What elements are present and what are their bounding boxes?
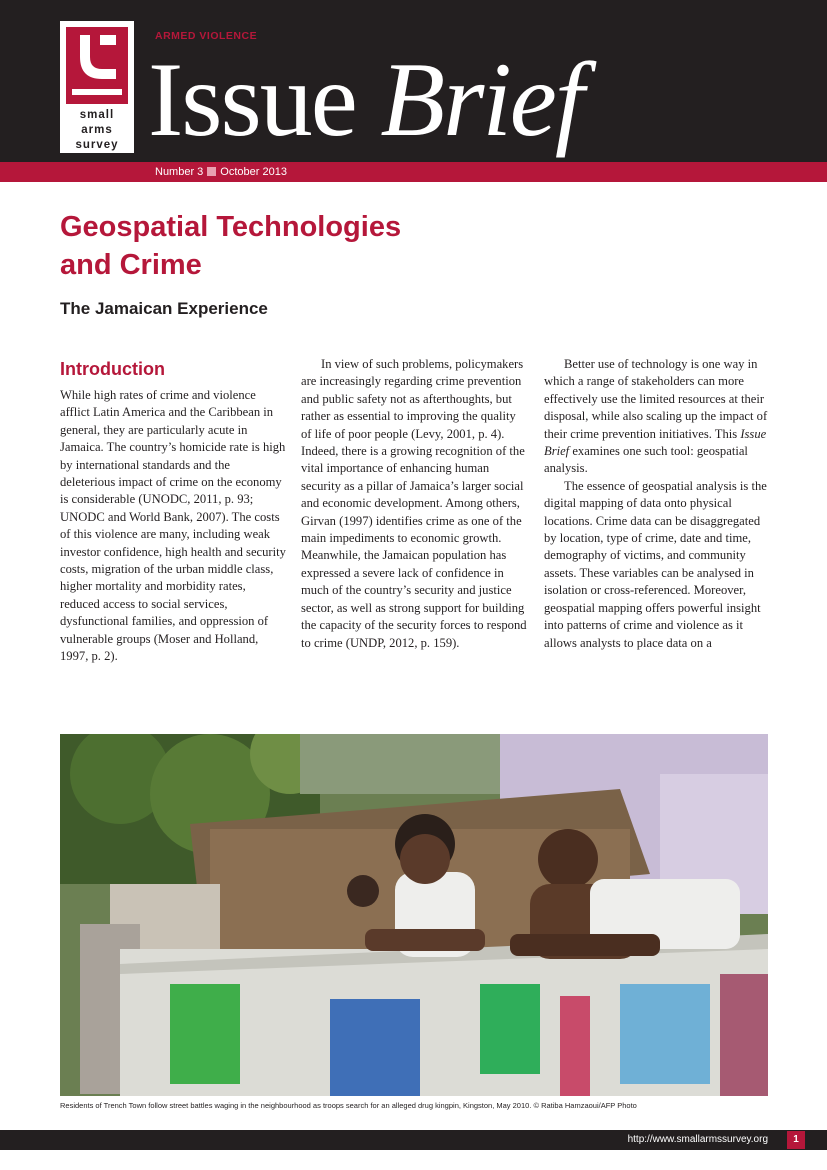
photo-caption: Residents of Trench Town follow street battles waging in the neighbourhood as troops search for an alleged drug kingpin, Kingston, May 2010. © Ratiba Hamzaoui/AFP Photo (60, 1101, 637, 1110)
logo-word-survey: survey (75, 139, 119, 151)
paragraph: The essence of geospatial analysis is the digital mapping of data onto physical locations. Crime data can be disaggregated by location, type of crime, date and time, demography of victims, and community assets. These variables can be analysed in isolation or cross-referenced. Moreover, geospatial mapping offers powerful insight into patterns of crime and violence as it allows analysts to place data on a (544, 478, 767, 650)
text-column-1 (60, 387, 288, 666)
logo-wordmark (60, 108, 134, 153)
issue-date: October 2013 (220, 166, 287, 178)
section-heading: Introduction (60, 359, 165, 379)
photo-illustration (60, 734, 768, 1096)
page-number: 1 (787, 1131, 805, 1149)
article-subtitle: The Jamaican Experience (60, 299, 268, 318)
logo-word-small: small (79, 109, 115, 121)
issue-band (0, 162, 827, 182)
issue-number: Number 3 (155, 166, 204, 178)
paragraph: Better use of technology is one way in which a range of stakeholders can more effectively use the limited resources at their disposal, while also scaling up the impact of their crime prevention initiatives. This Issue Brief examines one such tool: geospatial analysis. (544, 357, 768, 476)
logo-emblem (66, 27, 128, 104)
paragraph: While high rates of crime and violence afflict Latin America and the Caribbean in general, they are particularly acute in Jamaica. The country’s homicide rate is high by international standards and the deleterious impact of crime on the economy is considerable (UNODC, 2011, p. 93; UNODC and World Bank, 2007). The costs of this violence are many, including weak investor confidence, high health and security costs, migration of the urban middle class, higher mortality and morbidity rates, reduced access to social services, dysfunctional families, and oppression of vulnerable groups (Moser and Holland, 1997, p. 2). (60, 388, 286, 664)
masthead-brief: Brief (380, 41, 583, 158)
paragraph: In view of such problems, policymakers are increasingly regarding crime prevention and public safety not as afterthoughts, but rather as essential to improving the quality of life of poor people (Levy, 2001, p. 4). Indeed, there is a growing recognition of the vital importance of enhancing human security as a pillar of Jamaica’s larger social and economic development. Among others, Girvan (1997) identifies crime as one of the main impediments to economic growth. Meanwhile, the Jamaican population has expressed a severe lack of confidence in much of the country’s security and justice sector, as well as strong support for building the capacity of the security forces to respond to crime (UNDP, 2012, p. 159). (301, 357, 527, 650)
text-column-2 (301, 356, 529, 652)
article-title (60, 208, 520, 284)
title-line-2: and Crime (60, 249, 202, 281)
issue-number-date (155, 164, 287, 180)
logo-mark-icon (66, 27, 128, 104)
masthead-issue: Issue (148, 41, 356, 158)
small-arms-survey-logo (60, 21, 134, 153)
cover-photo (60, 734, 768, 1096)
text-column-3 (544, 356, 772, 652)
logo-word-arms: arms (81, 124, 113, 136)
series-label: ARMED VIOLENCE (155, 30, 258, 42)
separator-square-icon (207, 167, 216, 176)
title-line-1: Geospatial Technologies (60, 211, 402, 243)
footer-url-link[interactable]: http://www.smallarmssurvey.org (627, 1134, 768, 1145)
masthead-title (148, 40, 582, 160)
issue-brief-italic: Issue Brief (544, 426, 767, 459)
